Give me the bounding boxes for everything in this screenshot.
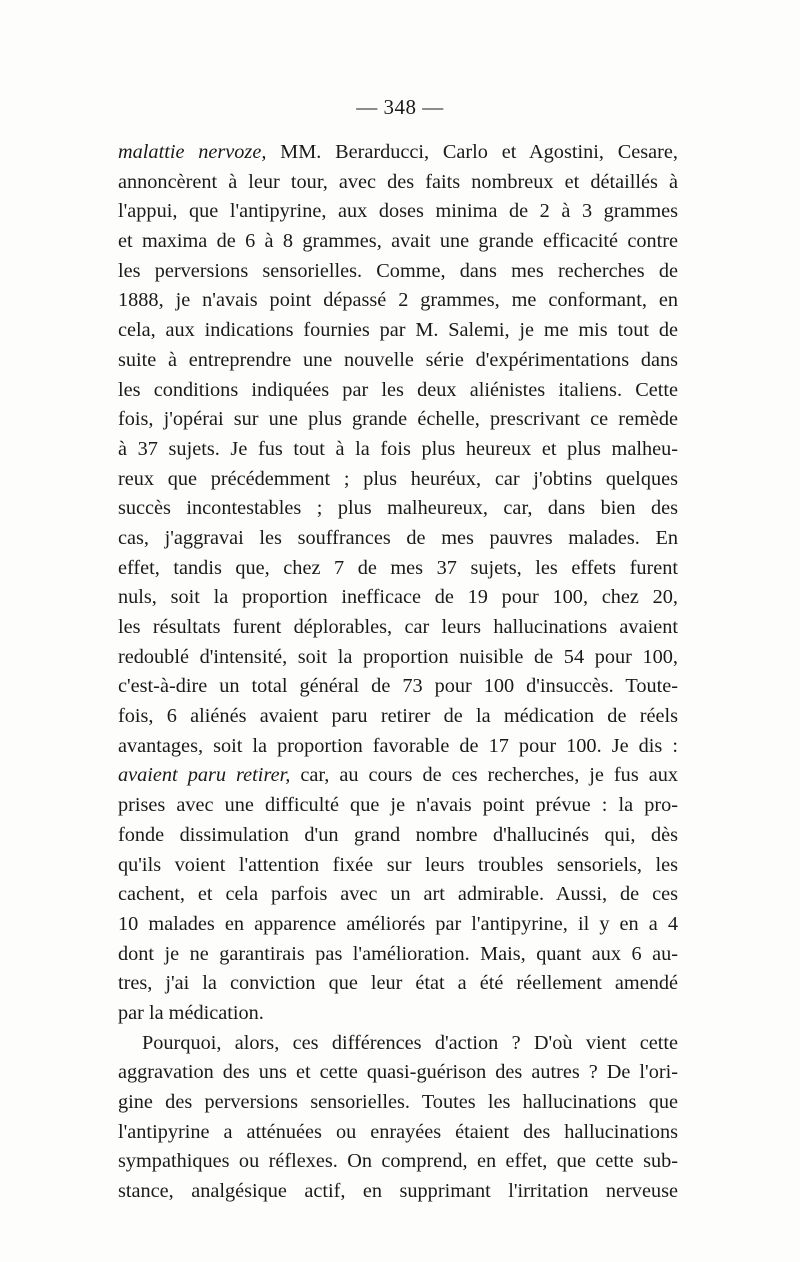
text-segment: l'antipyrine a atténuées ou enrayées étaient des hallucinations (118, 1120, 678, 1143)
text-line (118, 969, 678, 999)
text-segment: fois, j'opérai sur une plus grande échelle, prescrivant ce remède (118, 408, 678, 431)
text-line (118, 197, 678, 227)
page-number: — 348 — (356, 95, 444, 119)
text-segment: l'appui, que l'antipyrine, aux doses minima de 2 à 3 grammes (118, 200, 678, 223)
text-line (118, 910, 678, 940)
text-line (118, 791, 678, 821)
text-segment: sympathiques ou réflexes. On comprend, en effet, que cette sub- (118, 1150, 678, 1173)
text-line (118, 286, 678, 316)
text-segment: cela, aux indications fournies par M. Salemi, je me mis tout de (118, 319, 678, 342)
text-segment: 10 malades en apparence améliorés par l'antipyrine, il y en a 4 (118, 912, 678, 935)
text-segment: MM. Berarducci, Carlo et Agostini, Cesare, (266, 141, 678, 163)
text-line (118, 1147, 678, 1177)
text-line (118, 316, 678, 346)
text-segment: avantages, soit la proportion favorable de 17 pour 100. Je dis : (118, 734, 678, 757)
text-segment: effet, tandis que, chez 7 de mes 37 sujets, les effets furent (118, 556, 678, 579)
text-segment: fonde dissimulation d'un grand nombre d'hallucinés qui, dès (118, 823, 678, 846)
text-line (118, 1029, 678, 1059)
text-line (118, 376, 678, 406)
text-line (118, 940, 678, 970)
text-line (118, 672, 678, 702)
text-line (118, 1088, 678, 1118)
text-segment: et maxima de 6 à 8 grammes, avait une grande efficacité contre (118, 230, 678, 253)
text-segment: les conditions indiquées par les deux aliénistes italiens. Cette (118, 378, 678, 401)
text-segment: les perversions sensorielles. Comme, dans mes recherches de (118, 259, 678, 282)
text-line (118, 346, 678, 376)
text-segment: redoublé d'intensité, soit la proportion nuisible de 54 pour 100, (118, 645, 678, 668)
text-segment: succès incontestables ; plus malheureux, car, dans bien des (118, 497, 678, 520)
text-line (118, 168, 678, 198)
text-segment: fois, 6 aliénés avaient paru retirer de la médication de réels (118, 705, 678, 728)
text-segment: suite à entreprendre une nouvelle série d'expérimentations dans (118, 348, 678, 371)
text-line (118, 1118, 678, 1148)
text-segment: car, au cours de ces recherches, je fus aux (290, 764, 679, 787)
italic-text: avaient paru retirer, (118, 764, 291, 787)
text-segment: annoncèrent à leur tour, avec des faits nombreux et détaillés à (118, 170, 678, 193)
text-line (118, 999, 678, 1029)
text-segment: tres, j'ai la conviction que leur état a été réellement amendé (118, 972, 678, 995)
text-line (118, 880, 678, 910)
text-segment: gine des perversions sensorielles. Toutes les hallucinations que (118, 1091, 678, 1113)
text-line (118, 524, 678, 554)
text-line (118, 554, 678, 584)
text-line (118, 405, 678, 435)
text-line (118, 732, 678, 762)
text-segment: aggravation des uns et cette quasi-guérison des autres ? De l'ori- (118, 1061, 678, 1084)
text-line (118, 761, 678, 791)
text-line (118, 138, 678, 168)
text-segment: c'est-à-dire un total général de 73 pour 100 d'insuccès. Toute- (118, 675, 678, 698)
text-line (118, 851, 678, 881)
text-line (118, 1177, 678, 1207)
text-line (118, 465, 678, 495)
text-line (118, 257, 678, 287)
text-line (118, 613, 678, 643)
body-text (118, 138, 678, 1207)
text-segment: dont je ne garantirais pas l'amélioration. Mais, quant aux 6 au- (118, 942, 678, 965)
text-segment: Pourquoi, alors, ces différences d'action ? D'où vient cette (142, 1031, 678, 1054)
text-segment: à 37 sujets. Je fus tout à la fois plus heureux et plus malheu- (118, 437, 678, 460)
text-segment: qu'ils voient l'attention fixée sur leurs troubles sensoriels, les (118, 853, 678, 876)
text-line (118, 435, 678, 465)
text-line (118, 583, 678, 613)
text-segment: par la médication. (118, 1001, 264, 1024)
text-segment: cachent, et cela parfois avec un art admirable. Aussi, de ces (118, 883, 678, 906)
text-line (118, 702, 678, 732)
text-line (118, 643, 678, 673)
text-segment: 1888, je n'avais point dépassé 2 grammes, me conformant, en (118, 289, 678, 312)
italic-text: malattie nervoze, (118, 141, 267, 163)
text-line (118, 227, 678, 257)
text-segment: cas, j'aggravai les souffrances de mes pauvres malades. En (118, 526, 678, 549)
text-segment: les résultats furent déplorables, car leurs hallucinations avaient (118, 616, 678, 638)
text-segment: prises avec une difficulté que je n'avais point prévue : la pro- (118, 794, 678, 817)
text-line (118, 494, 678, 524)
text-segment: reux que précédemment ; plus heuréux, car j'obtins quelques (118, 467, 678, 490)
text-segment: nuls, soit la proportion inefficace de 19 pour 100, chez 20, (118, 586, 678, 609)
text-line (118, 821, 678, 851)
text-line (118, 1058, 678, 1088)
text-segment: stance, analgésique actif, en supprimant l'irritation nerveuse (118, 1180, 678, 1203)
